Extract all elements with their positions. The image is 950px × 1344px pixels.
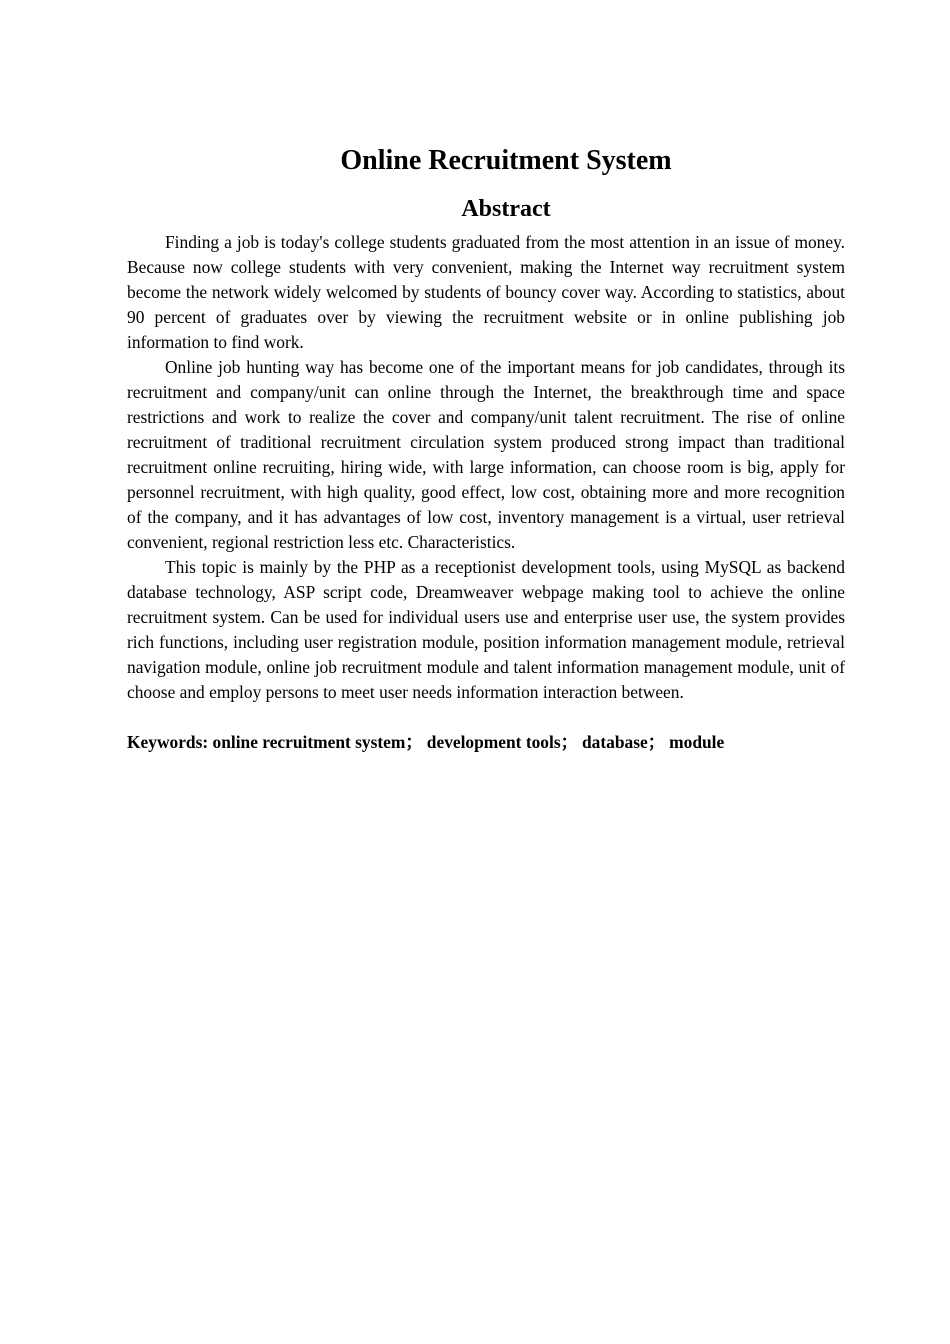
abstract-paragraph: Online job hunting way has become one of the important means for job candidates, through its recruitment and company/unit can online through the Internet, the breakthrough time and space restrictions and work to realize the cover and company/unit talent recruitment. The rise of online recruitment of traditional recruitment circulation system produced strong impact than traditional recruitment online recruiting, hiring wide, with large information, can choose room is big, apply for personnel recruitment, with high quality, good effect, low cost, obtaining more and more recognition of the company, and it has advantages of low cost, inventory management is a virtual, user retrieval convenient, regional restriction less etc. Characteristics. [127, 357, 845, 552]
keyword-separator: ； [405, 732, 423, 752]
keyword-separator: ； [647, 732, 666, 752]
keyword: development tools [426, 732, 561, 752]
document-page [127, 140, 845, 755]
abstract-paragraph: This topic is mainly by the PHP as a receptionist development tools, using MySQL as backend database technology, ASP script code, Dreamweaver webpage making tool to achieve the online recruitment system. Can be used for individual users use and enterprise user use, the system provides rich functions, including user registration module, position information management module, retrieval navigation module, online job recruitment module and talent information management module, unit of choose and employ persons to meet user needs information interaction between. [127, 557, 845, 702]
abstract-heading: Abstract [461, 196, 551, 222]
keywords-label: Keywords: [127, 732, 209, 752]
abstract-paragraph: Finding a job is today's college students graduated from the most attention in an issue of money. Because now college students with very convenient, making the Internet way recruitment system become the network widely welcomed by students of bouncy cover way. According to statistics, about 90 percent of graduates over by viewing the recruitment website or in online publishing job information to find work. [127, 232, 845, 352]
keywords-line [127, 730, 845, 755]
keyword: database [582, 732, 648, 752]
document-title: Online Recruitment System [340, 145, 672, 176]
keyword: online recruitment system [212, 732, 406, 752]
keyword: module [669, 732, 725, 752]
keyword-separator: ； [560, 732, 579, 752]
